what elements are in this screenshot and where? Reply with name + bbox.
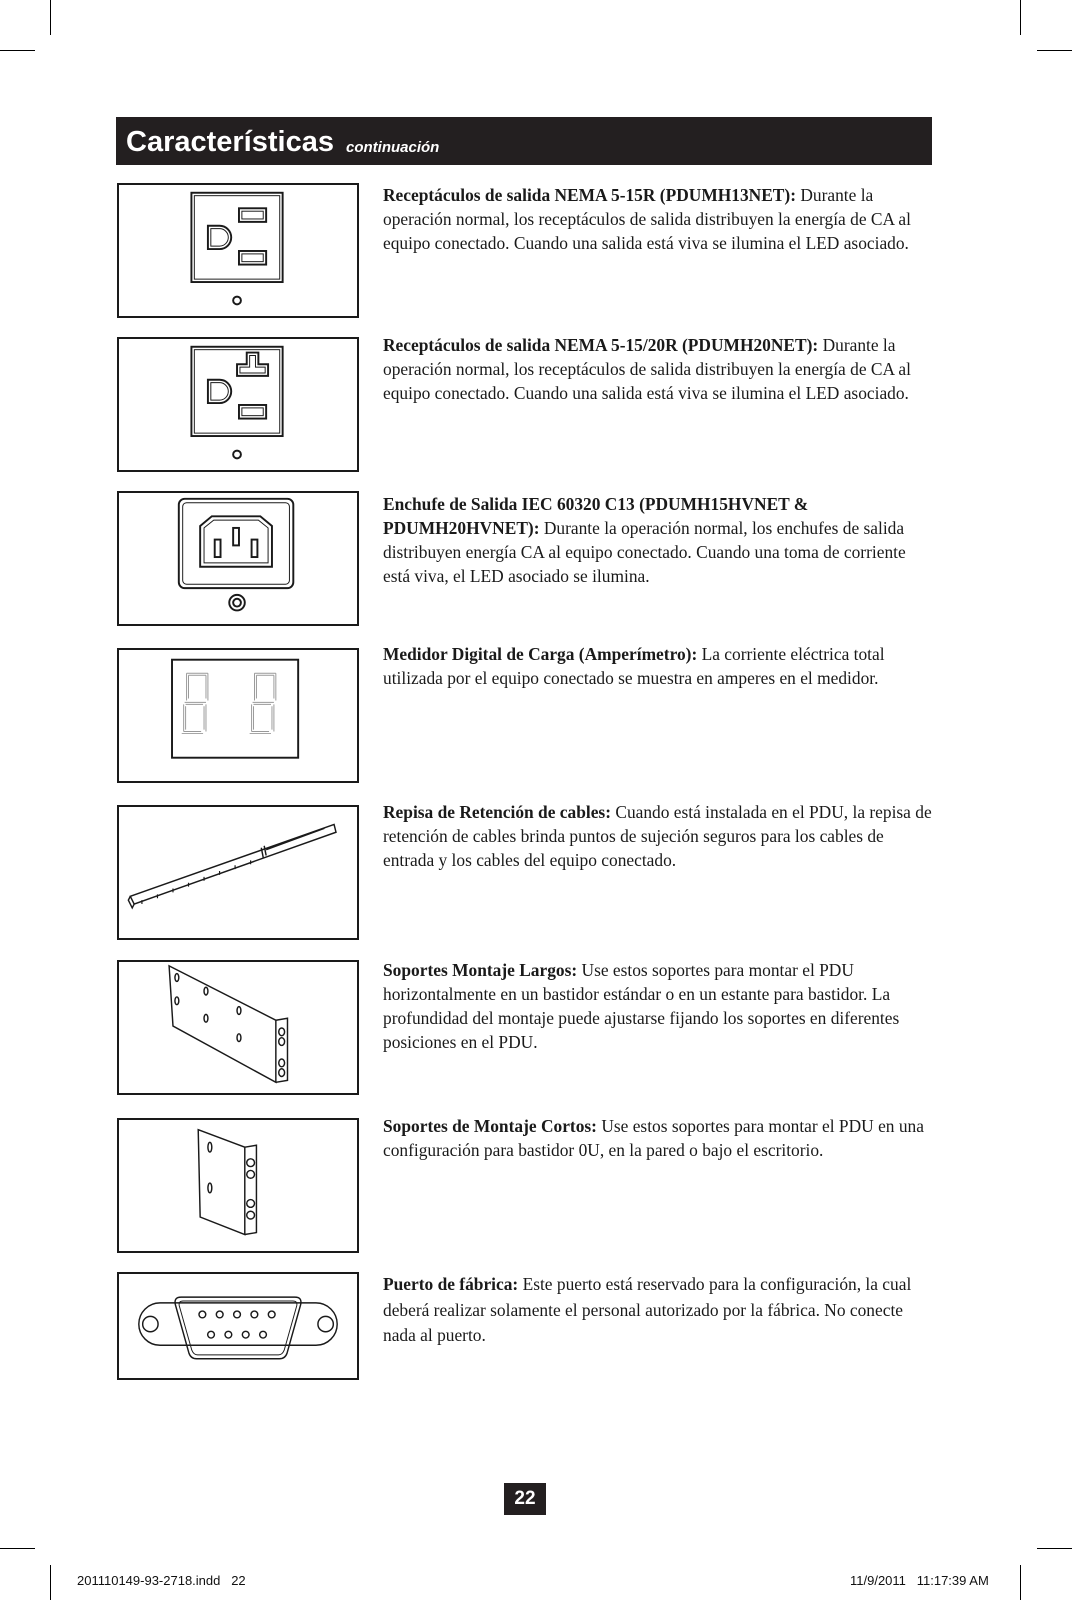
feature-text: Este puerto está reservado para la configuración, la cual deberá realizar solamente el personal autorizado por la fábrica. No conecte nada al puerto.: [383, 1274, 912, 1345]
cable-retention-shelf-icon: [117, 805, 359, 940]
feature-text: Durante la operación normal, los receptáculos de salida distribuyen la energía de CA al equipo conectado. Cuando una salida está viva se ilumina el LED asociado.: [383, 335, 911, 403]
iec-c13-outlet-icon: [117, 491, 359, 626]
feature-description: [383, 1114, 933, 1162]
section-subtitle: continuación: [345, 139, 440, 156]
crop-mark: [1037, 50, 1072, 51]
crop-mark: [50, 0, 51, 35]
feature-text: Use estos soportes para montar el PDU horizontalmente en un bastidor estándar o en un estante para bastidor. La profundidad del montaje puede ajustarse fijando los soportes en diferentes posiciones en el PDU.: [383, 960, 900, 1052]
feature-title: Receptáculos de salida NEMA 5-15/20R (PDUMH20NET):: [383, 335, 819, 355]
footer-timestamp: 11/9/2011 11:17:39 AM: [850, 1573, 989, 1588]
feature-text: Cuando está instalada en el PDU, la repisa de retención de cables brinda puntos de sujeción seguros para los cables de entrada y los cables del equipo conectado.: [383, 802, 932, 870]
crop-mark: [0, 1548, 35, 1549]
feature-title: Puerto de fábrica:: [383, 1274, 519, 1294]
feature-text: Durante la operación normal, los enchufes de salida distribuyen energía CA al equipo conectado. Cuando una toma de corriente está viva, el LED asociado se ilumina.: [383, 518, 906, 586]
digital-ammeter-icon: [117, 648, 359, 783]
footer-file: 201110149-93-2718.indd 22: [77, 1573, 246, 1588]
nema-5-15r-outlet-icon: [117, 183, 359, 318]
section-title: Características: [126, 126, 334, 158]
long-mounting-bracket-icon: [117, 960, 359, 1095]
feature-description: [383, 958, 933, 1054]
feature-description: [383, 1272, 933, 1349]
feature-text: Durante la operación normal, los receptáculos de salida distribuyen la energía de CA al equipo conectado. Cuando una salida está viva se ilumina el LED asociado.: [383, 185, 911, 253]
feature-title: Enchufe de Salida IEC 60320 C13 (PDUMH15HVNET & PDUMH20HVNET):: [383, 494, 809, 538]
feature-title: Medidor Digital de Carga (Amperímetro):: [383, 644, 698, 664]
crop-mark: [1020, 0, 1021, 35]
short-mounting-bracket-icon: [117, 1118, 359, 1253]
nema-5-20r-outlet-icon: [117, 337, 359, 472]
feature-text: Use estos soportes para montar el PDU en una configuración para bastidor 0U, en la pared o bajo el escritorio.: [383, 1116, 924, 1160]
feature-description: [383, 492, 933, 588]
feature-title: Repisa de Retención de cables:: [383, 802, 611, 822]
crop-mark: [0, 50, 35, 51]
feature-description: [383, 800, 933, 872]
feature-description: [383, 333, 933, 405]
page-number: 22: [504, 1483, 546, 1515]
feature-description: [383, 183, 933, 255]
crop-mark: [50, 1565, 51, 1600]
feature-title: Receptáculos de salida NEMA 5-15R (PDUMH13NET):: [383, 185, 796, 205]
feature-title: Soportes Montaje Largos:: [383, 960, 578, 980]
feature-text: La corriente eléctrica total utilizada por el equipo conectado se muestra en amperes en el medidor.: [383, 644, 885, 688]
crop-mark: [1020, 1565, 1021, 1600]
crop-mark: [1037, 1548, 1072, 1549]
feature-description: [383, 642, 933, 690]
section-header: [116, 117, 932, 165]
feature-title: Soportes de Montaje Cortos:: [383, 1116, 597, 1136]
db9-serial-port-icon: [117, 1272, 359, 1380]
